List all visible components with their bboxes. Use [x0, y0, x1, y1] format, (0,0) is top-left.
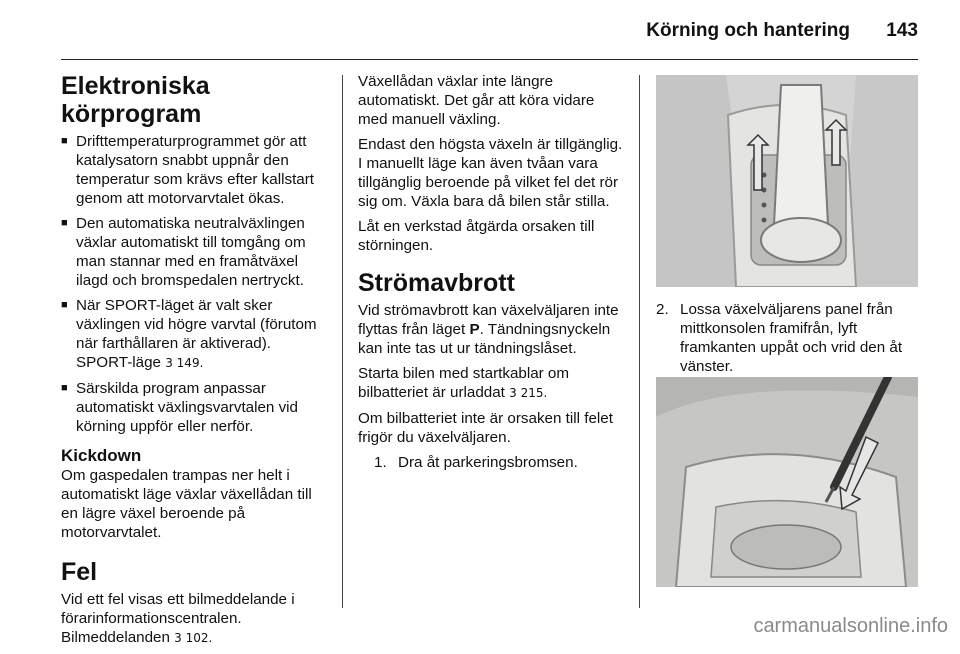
paragraph-text: . Tändningsnyckeln kan inte tas ut ur tändningslåset.: [358, 321, 611, 357]
bullet-list: [61, 132, 326, 436]
step-number: 1.: [374, 454, 387, 471]
paragraph: [358, 301, 626, 358]
page-number: 143: [886, 20, 918, 41]
list-item: ■ Drifttemperaturprogrammet gör att katalysatorn snabbt uppnår den temperatur som krävs efter kallstart genom att motorvarvtalet ökas.: [61, 132, 326, 208]
paragraph: Om bilbatteriet inte är orsaken till felet frigör du växelväljaren.: [358, 410, 613, 446]
list-item: ■ Särskilda program anpassar automatiskt växlingsvarvtalen vid körning uppför eller nerför.: [61, 379, 326, 436]
column-right: [656, 300, 918, 382]
step-item: [656, 300, 918, 376]
column-middle: [358, 72, 626, 478]
page-reference-link[interactable]: 3 149.: [165, 356, 204, 370]
step-number: 2.: [656, 301, 669, 318]
step-item: [374, 453, 626, 472]
paragraph-text: Vid ett fel visas ett bilmeddelande i förarinformationscentralen. Bilmeddelanden: [61, 591, 295, 646]
paragraph: [358, 364, 626, 403]
column-divider: [342, 75, 343, 608]
chapter-title: Körning och hantering: [646, 20, 850, 41]
gear-selector-photo: [656, 75, 918, 287]
step-text: Dra åt parkeringsbromsen.: [398, 454, 578, 471]
column-left: [61, 72, 326, 654]
page-reference-link[interactable]: 3 215.: [509, 386, 548, 400]
list-item: ■ Den automatiska neutralväxlingen växlar automatiskt till tomgång om man stannar med en framåtväxel ilagd och bromspedalen nertryckt.: [61, 214, 326, 290]
paragraph-text: Starta bilen med startkablar om bilbatteriet är urladdat: [358, 365, 570, 401]
console-panel-photo: [656, 377, 918, 587]
paragraph: Låt en verkstad åtgärda orsaken till störningen.: [358, 218, 595, 254]
paragraph: Endast den högsta växeln är tillgänglig. I manuellt läge kan även tvåan vara tillgänglig beroende på vilket fel det rör sig om. Växla bara då bilen står stilla.: [358, 136, 623, 210]
paragraph: Om gaspedalen trampas ner helt i automatiskt läge växlar växellådan till en lägre växel beroende på motorvarvtalet.: [61, 467, 312, 541]
watermark: carmanualsonline.info: [753, 615, 948, 637]
step-text: Lossa växelväljarens panel från mittkonsolen framifrån, lyft framkanten uppåt och vrid den åt vänster.: [680, 301, 903, 375]
paragraph: Växellådan växlar inte längre automatiskt. Det går att köra vidare med manuell växling.: [358, 73, 595, 128]
page-reference-link[interactable]: 3 102.: [174, 631, 213, 645]
list-item: [61, 296, 326, 373]
section-heading: Elektroniska körprogram: [61, 72, 210, 128]
paragraph-text: Vid strömavbrott kan växelväljaren inte flyttas från läget: [358, 302, 619, 338]
header-divider: [61, 59, 918, 60]
gear-position-label: P: [469, 321, 480, 338]
column-divider: [639, 75, 640, 608]
section-heading: Fel: [61, 558, 98, 586]
list-item-text: När SPORT-läget är valt sker växlingen vid högre varvtal (förutom när farthållaren är aktiverad). SPORT-läge: [76, 297, 317, 371]
subsection-heading: Kickdown: [61, 446, 142, 465]
page-header: [0, 0, 960, 62]
section-heading: Strömavbrott: [358, 269, 515, 297]
